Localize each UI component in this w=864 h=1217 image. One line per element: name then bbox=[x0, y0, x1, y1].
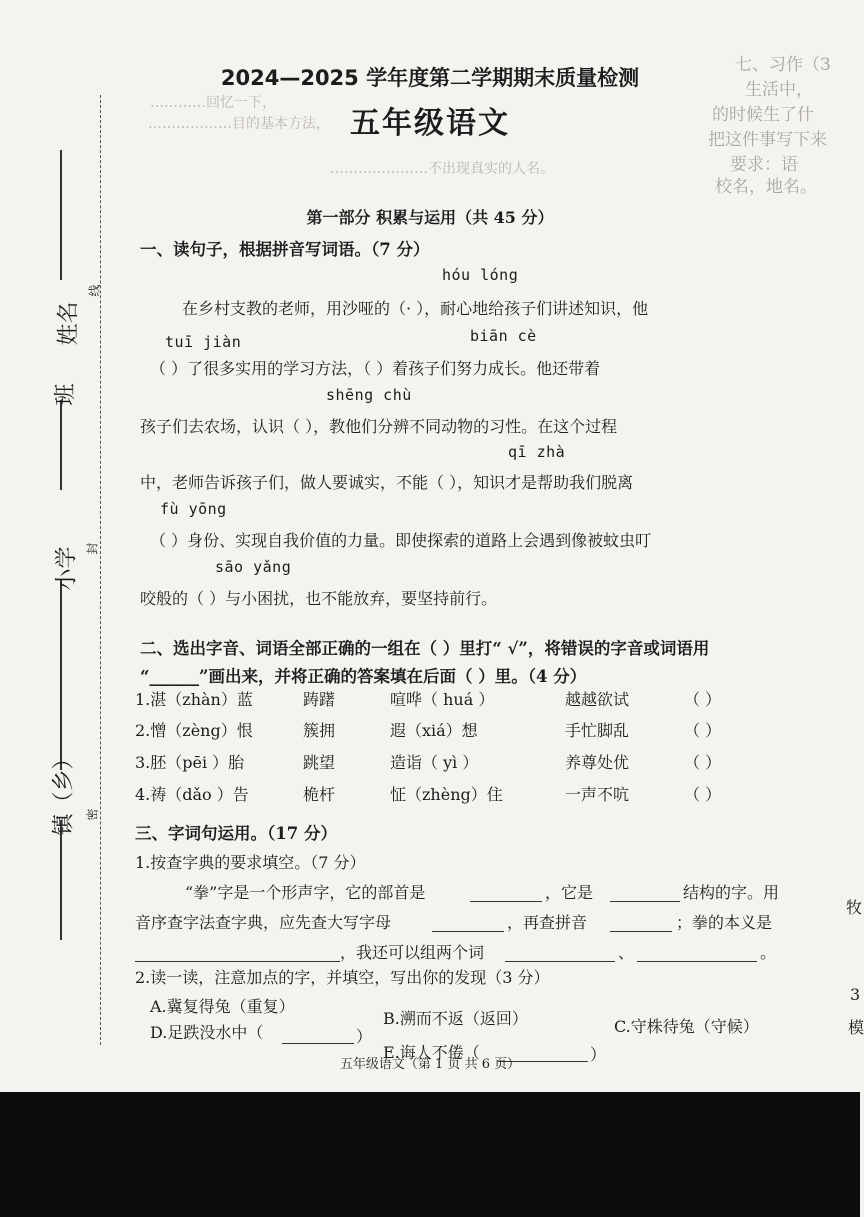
answer-paren[interactable]: （ ） bbox=[684, 721, 722, 740]
q2-item: 遐（xiá）想 bbox=[390, 721, 478, 740]
class-label: 班 bbox=[53, 383, 79, 406]
school-label: 小学 bbox=[54, 546, 80, 591]
answer-blank[interactable] bbox=[432, 931, 504, 932]
answer-blank[interactable] bbox=[610, 931, 672, 932]
pinyin-hint: qī zhà bbox=[508, 443, 566, 461]
answer-blank[interactable] bbox=[505, 961, 615, 962]
q3-sub1-title: 1.按查字典的要求填空。（7 分） bbox=[135, 853, 366, 872]
q2-option-row bbox=[0, 750, 860, 774]
line-marker: 线 bbox=[87, 284, 102, 297]
q2-item: 1.湛（zhàn）蓝 bbox=[135, 690, 253, 709]
pinyin-hint: biān cè bbox=[470, 327, 537, 345]
town-label: 镇（乡） bbox=[51, 747, 77, 836]
q1-text-line: （ ）身份、实现自我价值的力量。即使探索的道路上会遇到像被蚊虫叮 bbox=[150, 531, 652, 550]
part-title: 第一部分 积累与运用（共 45 分） bbox=[306, 208, 554, 227]
q2-option-row bbox=[0, 687, 860, 711]
dark-background bbox=[0, 1092, 860, 1217]
answer-paren[interactable]: （ ） bbox=[684, 785, 722, 804]
bleed-text: 把这件事写下来 bbox=[708, 130, 827, 150]
q1-text-line: 孩子们去农场，认识（ ），教他们分辨不同动物的习性。在这个过程 bbox=[140, 417, 618, 436]
q2-option-row bbox=[0, 718, 860, 742]
page-footer: 五年级语文（第 1 页 共 6 页） bbox=[339, 1057, 521, 1072]
option-d: D.足跌没水中（ bbox=[150, 1023, 264, 1042]
secret-marker: 密 bbox=[85, 808, 100, 821]
q2-item: 2.憎（zèng）恨 bbox=[135, 721, 253, 740]
answer-blank[interactable] bbox=[470, 901, 542, 902]
q2-title: “______”画出来，并将正确的答案填在后面（ ）里。（4 分） bbox=[140, 667, 587, 686]
q2-title: 二、选出字音、词语全部正确的一组在（ ）里打“ √”，将错误的字音或词语用 bbox=[140, 639, 710, 658]
q2-item: 跳望 bbox=[303, 753, 336, 772]
q3-text: “拳”字是一个形声字，它的部首是 bbox=[185, 883, 426, 902]
class-underline bbox=[60, 400, 62, 490]
q3-sub2-title: 2.读一读，注意加点的字，并填空，写出你的发现（3 分） bbox=[135, 968, 550, 987]
bleed-text: 生活中， bbox=[745, 80, 813, 100]
q2-item: 桅杆 bbox=[303, 785, 336, 804]
name-label: 姓名 bbox=[56, 301, 82, 346]
q2-item: 4.祷（dǎo ）告 bbox=[135, 785, 249, 804]
answer-paren[interactable]: （ ） bbox=[684, 690, 722, 709]
q3-text: ，再查拼音 bbox=[507, 913, 588, 932]
town-underline bbox=[60, 820, 62, 940]
q2-item: 造诣（ yì ） bbox=[390, 753, 479, 772]
q1-text-line: 咬般的（ ）与小困扰，也不能放弃，要坚持前行。 bbox=[140, 589, 498, 608]
q1-title: 一、读句子，根据拼音写词语。（7 分） bbox=[140, 240, 430, 259]
bleed-text: 要求：语 bbox=[730, 155, 798, 175]
seal-marker: 封 bbox=[85, 542, 100, 555]
q2-option-row bbox=[0, 782, 860, 806]
q2-item: 怔（zhèng）住 bbox=[390, 785, 503, 804]
option-d-close: ） bbox=[356, 1027, 373, 1046]
q2-item: 喧哗（ huá ） bbox=[390, 690, 495, 709]
q3-text: ，我还可以组两个词 bbox=[340, 943, 485, 962]
answer-blank[interactable] bbox=[637, 961, 757, 962]
answer-blank[interactable] bbox=[282, 1043, 354, 1044]
q2-item: 一声不吭 bbox=[565, 785, 630, 804]
bleed-text: 校名，地名。 bbox=[715, 177, 817, 197]
binding-dashed-line bbox=[100, 95, 101, 1045]
q2-item: 越越欲试 bbox=[565, 690, 630, 709]
answer-paren[interactable]: （ ） bbox=[684, 753, 722, 772]
option-b: B.溯而不返（返回） bbox=[383, 1009, 528, 1028]
edge-char: 牧 bbox=[846, 898, 863, 917]
q1-text-line: 中，老师告诉孩子们，做人要诚实，不能（ ），知识才是帮助我们脱离 bbox=[140, 473, 634, 492]
q3-title: 三、字词句运用。（17 分） bbox=[135, 824, 337, 843]
q2-item: 簇拥 bbox=[303, 721, 336, 740]
option-c: C.守株待兔（守候） bbox=[614, 1017, 759, 1036]
bleed-text: ………………目的基本方法， bbox=[148, 116, 330, 132]
option-e: E.诲人不倦（ bbox=[383, 1043, 480, 1062]
bleed-text: 的时候生了什 bbox=[712, 105, 814, 125]
bleed-text: …………回忆一下， bbox=[150, 95, 276, 111]
q1-text-line: （ ）了很多实用的学习方法，（ ）着孩子们努力成长。他还带着 bbox=[150, 359, 601, 378]
subject-title: 五年级语文 bbox=[350, 106, 510, 141]
q1-text-line: 在乡村支教的老师，用沙哑的（· ），耐心地给孩子们讲述知识，他 bbox=[182, 299, 649, 318]
pinyin-hint: shēng chù bbox=[326, 386, 412, 404]
option-e-close: ） bbox=[590, 1045, 607, 1064]
q3-text: ，它是 bbox=[545, 883, 594, 902]
pinyin-hint: tuī jiàn bbox=[165, 333, 242, 351]
q2-item: 手忙脚乱 bbox=[565, 721, 630, 740]
exam-title: 2024—2025 学年度第二学期期末质量检测 bbox=[220, 66, 640, 90]
q3-text: 。 bbox=[760, 943, 777, 962]
bleed-text: 七、习作（3 bbox=[735, 55, 831, 75]
q2-item: 养尊处优 bbox=[565, 753, 630, 772]
answer-blank[interactable] bbox=[610, 901, 680, 902]
option-a: A.冀复得兔（重复） bbox=[150, 997, 295, 1016]
q2-item: 3.胚（pēi ）胎 bbox=[135, 753, 245, 772]
edge-char: 模 bbox=[848, 1018, 864, 1037]
bleed-text: …………………不出现真实的人名。 bbox=[330, 161, 554, 177]
q3-text: 音序查字法查字典，应先查大写字母 bbox=[135, 913, 392, 932]
pinyin-hint: sāo yǎng bbox=[215, 558, 292, 576]
q3-text: 结构的字。用 bbox=[683, 883, 780, 902]
answer-blank[interactable] bbox=[135, 961, 340, 962]
pinyin-hint: hóu lóng bbox=[442, 266, 519, 284]
q3-text: ；拳的本义是 bbox=[676, 913, 773, 932]
pinyin-hint: fù yōng bbox=[160, 500, 227, 518]
q3-text: 、 bbox=[618, 943, 635, 962]
edge-char: 3 bbox=[850, 985, 861, 1004]
q2-item: 踌躇 bbox=[303, 690, 336, 709]
